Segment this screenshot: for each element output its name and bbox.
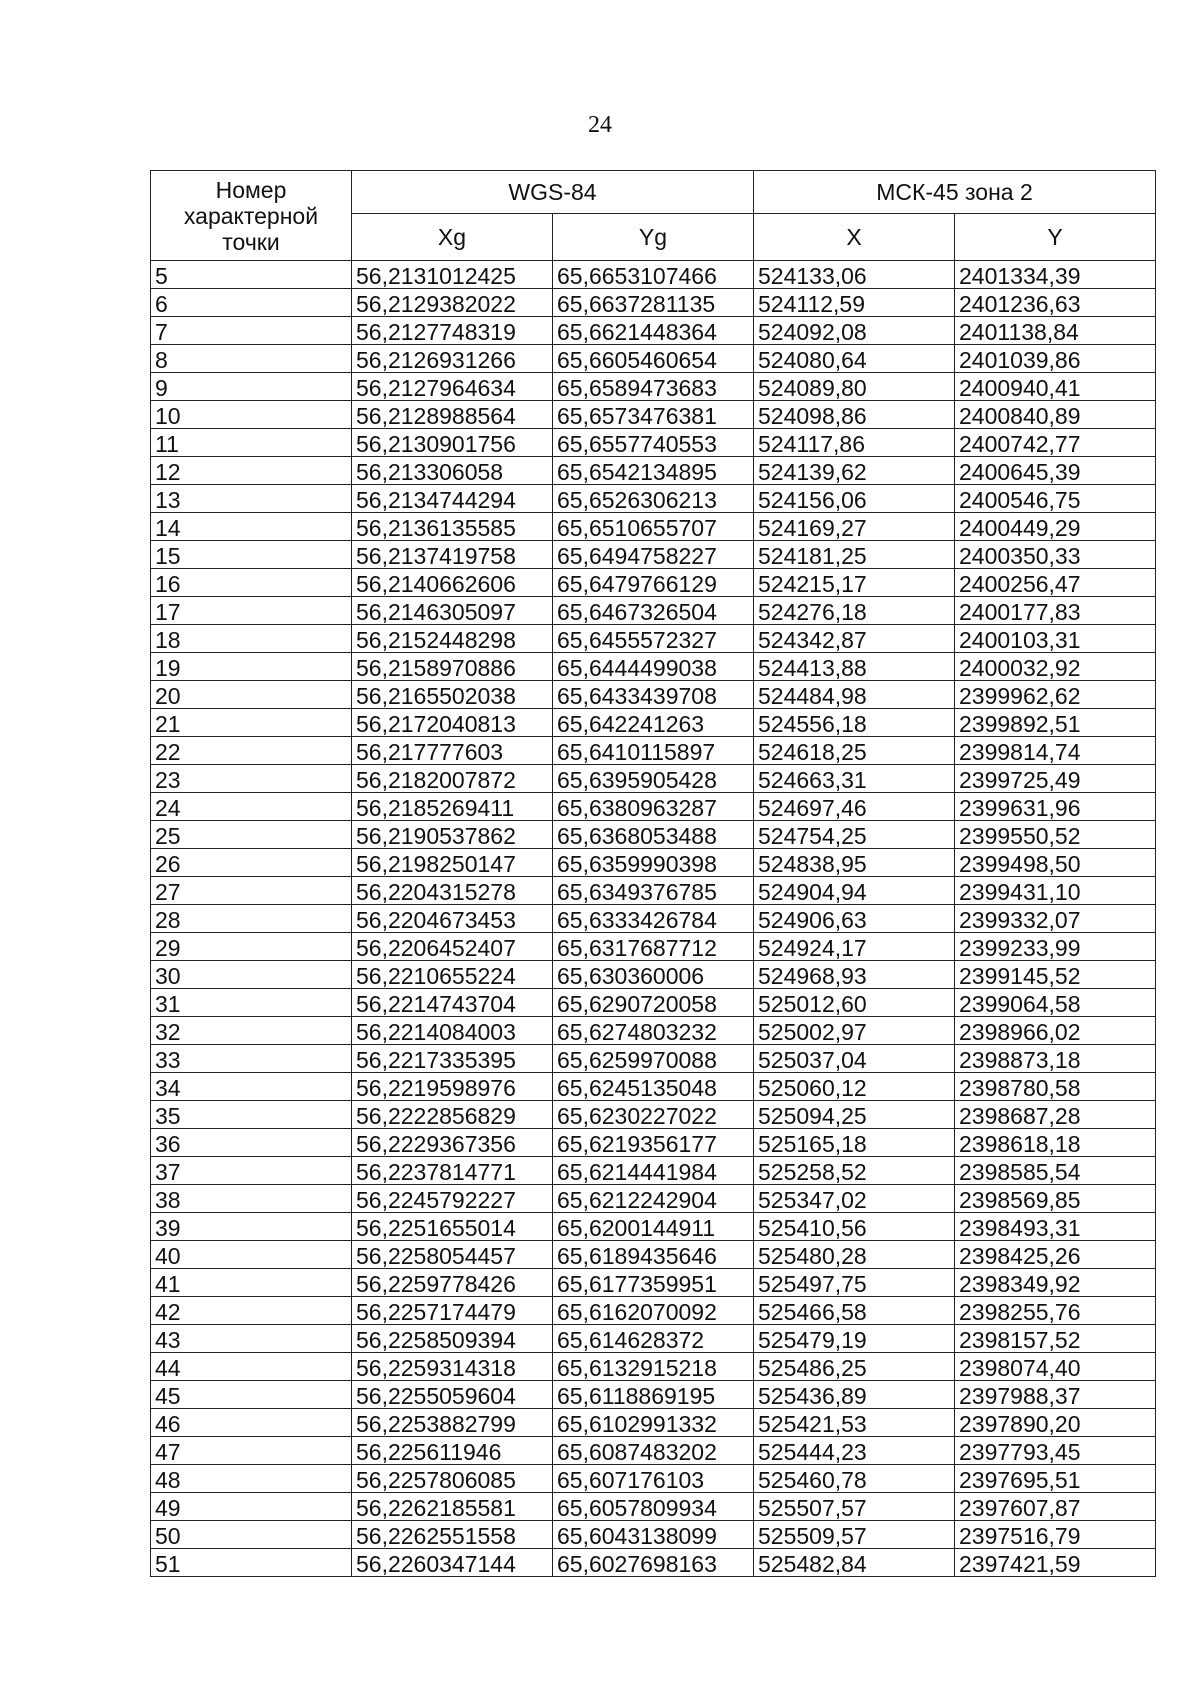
table-row: [151, 849, 1156, 877]
table-row: [151, 1465, 1156, 1493]
cell-x: 524484,98: [754, 681, 955, 709]
cell-point-number: 25: [151, 821, 352, 849]
cell-yg: 65,6410115897: [553, 737, 754, 765]
table-row: [151, 905, 1156, 933]
cell-y: 2400032,92: [955, 653, 1156, 681]
cell-xg: 56,2219598976: [352, 1073, 553, 1101]
table-row: [151, 877, 1156, 905]
cell-y: 2397516,79: [955, 1521, 1156, 1549]
cell-xg: 56,2262185581: [352, 1493, 553, 1521]
cell-yg: 65,6359990398: [553, 849, 754, 877]
cell-xg: 56,2222856829: [352, 1101, 553, 1129]
cell-yg: 65,6368053488: [553, 821, 754, 849]
cell-x: 525094,25: [754, 1101, 955, 1129]
cell-x: 525002,97: [754, 1017, 955, 1045]
table-row: [151, 513, 1156, 541]
cell-yg: 65,6494758227: [553, 541, 754, 569]
cell-yg: 65,6214441984: [553, 1157, 754, 1185]
cell-point-number: 21: [151, 709, 352, 737]
cell-xg: 56,2259778426: [352, 1269, 553, 1297]
cell-xg: 56,2214743704: [352, 989, 553, 1017]
table-row: [151, 597, 1156, 625]
cell-x: 524663,31: [754, 765, 955, 793]
table-row: [151, 1045, 1156, 1073]
cell-yg: 65,6542134895: [553, 457, 754, 485]
cell-point-number: 12: [151, 457, 352, 485]
table-row: [151, 1409, 1156, 1437]
table-row: [151, 793, 1156, 821]
cell-yg: 65,6395905428: [553, 765, 754, 793]
cell-xg: 56,2128988564: [352, 401, 553, 429]
cell-x: 525480,28: [754, 1241, 955, 1269]
cell-xg: 56,2260347144: [352, 1549, 553, 1577]
cell-xg: 56,2190537862: [352, 821, 553, 849]
table-row: [151, 401, 1156, 429]
cell-point-number: 14: [151, 513, 352, 541]
table-row: [151, 1297, 1156, 1325]
cell-x: 524156,06: [754, 485, 955, 513]
cell-y: 2397695,51: [955, 1465, 1156, 1493]
cell-point-number: 46: [151, 1409, 352, 1437]
table-row: [151, 709, 1156, 737]
cell-yg: 65,6043138099: [553, 1521, 754, 1549]
cell-yg: 65,6557740553: [553, 429, 754, 457]
cell-point-number: 23: [151, 765, 352, 793]
cell-point-number: 22: [151, 737, 352, 765]
cell-yg: 65,6573476381: [553, 401, 754, 429]
cell-point-number: 47: [151, 1437, 352, 1465]
cell-point-number: 30: [151, 961, 352, 989]
cell-y: 2399064,58: [955, 989, 1156, 1017]
cell-x: 525479,19: [754, 1325, 955, 1353]
table-row: [151, 1521, 1156, 1549]
cell-point-number: 19: [151, 653, 352, 681]
cell-yg: 65,6444499038: [553, 653, 754, 681]
header-col-x: X: [754, 214, 955, 261]
cell-y: 2400546,75: [955, 485, 1156, 513]
cell-y: 2399233,99: [955, 933, 1156, 961]
cell-y: 2398074,40: [955, 1353, 1156, 1381]
cell-xg: 56,2165502038: [352, 681, 553, 709]
cell-point-number: 27: [151, 877, 352, 905]
cell-xg: 56,2257174479: [352, 1297, 553, 1325]
cell-point-number: 28: [151, 905, 352, 933]
cell-xg: 56,2206452407: [352, 933, 553, 961]
cell-x: 525507,57: [754, 1493, 955, 1521]
cell-y: 2399332,07: [955, 905, 1156, 933]
cell-xg: 56,2259314318: [352, 1353, 553, 1381]
cell-xg: 56,2255059604: [352, 1381, 553, 1409]
cell-y: 2398157,52: [955, 1325, 1156, 1353]
table-row: [151, 1213, 1156, 1241]
cell-point-number: 34: [151, 1073, 352, 1101]
cell-point-number: 41: [151, 1269, 352, 1297]
cell-point-number: 49: [151, 1493, 352, 1521]
cell-y: 2401236,63: [955, 289, 1156, 317]
table-header-row-groups: [151, 171, 1156, 214]
cell-x: 524169,27: [754, 513, 955, 541]
cell-y: 2398349,92: [955, 1269, 1156, 1297]
cell-x: 524080,64: [754, 345, 955, 373]
cell-x: 524556,18: [754, 709, 955, 737]
cell-point-number: 9: [151, 373, 352, 401]
table-row: [151, 1073, 1156, 1101]
cell-point-number: 13: [151, 485, 352, 513]
header-col-y: Y: [955, 214, 1156, 261]
cell-yg: 65,6087483202: [553, 1437, 754, 1465]
cell-x: 524139,62: [754, 457, 955, 485]
cell-yg: 65,6605460654: [553, 345, 754, 373]
cell-y: 2400449,29: [955, 513, 1156, 541]
cell-yg: 65,6653107466: [553, 261, 754, 289]
cell-yg: 65,6349376785: [553, 877, 754, 905]
cell-xg: 56,2217335395: [352, 1045, 553, 1073]
cell-y: 2398569,85: [955, 1185, 1156, 1213]
coordinates-table: [150, 170, 1156, 1577]
cell-y: 2401039,86: [955, 345, 1156, 373]
cell-xg: 56,2251655014: [352, 1213, 553, 1241]
cell-y: 2397793,45: [955, 1437, 1156, 1465]
cell-y: 2400256,47: [955, 569, 1156, 597]
cell-yg: 65,6510655707: [553, 513, 754, 541]
cell-x: 525486,25: [754, 1353, 955, 1381]
cell-point-number: 48: [151, 1465, 352, 1493]
cell-xg: 56,2204673453: [352, 905, 553, 933]
table-row: [151, 1493, 1156, 1521]
cell-xg: 56,2262551558: [352, 1521, 553, 1549]
table-row: [151, 1101, 1156, 1129]
cell-xg: 56,217777603: [352, 737, 553, 765]
cell-y: 2399431,10: [955, 877, 1156, 905]
cell-x: 524112,59: [754, 289, 955, 317]
cell-point-number: 45: [151, 1381, 352, 1409]
table-row: [151, 429, 1156, 457]
cell-xg: 56,2182007872: [352, 765, 553, 793]
cell-x: 525497,75: [754, 1269, 955, 1297]
table-row: [151, 1157, 1156, 1185]
cell-x: 524968,93: [754, 961, 955, 989]
cell-y: 2398873,18: [955, 1045, 1156, 1073]
cell-x: 524697,46: [754, 793, 955, 821]
cell-x: 525436,89: [754, 1381, 955, 1409]
cell-point-number: 24: [151, 793, 352, 821]
cell-point-number: 17: [151, 597, 352, 625]
table-row: [151, 1269, 1156, 1297]
cell-point-number: 6: [151, 289, 352, 317]
cell-x: 524838,95: [754, 849, 955, 877]
cell-point-number: 15: [151, 541, 352, 569]
cell-xg: 56,2126931266: [352, 345, 553, 373]
cell-point-number: 35: [151, 1101, 352, 1129]
table-row: [151, 289, 1156, 317]
cell-yg: 65,6333426784: [553, 905, 754, 933]
cell-x: 524904,94: [754, 877, 955, 905]
cell-y: 2400350,33: [955, 541, 1156, 569]
cell-y: 2398585,54: [955, 1157, 1156, 1185]
cell-point-number: 39: [151, 1213, 352, 1241]
cell-xg: 56,2129382022: [352, 289, 553, 317]
table-row: [151, 1549, 1156, 1577]
cell-yg: 65,6259970088: [553, 1045, 754, 1073]
cell-yg: 65,6467326504: [553, 597, 754, 625]
cell-yg: 65,614628372: [553, 1325, 754, 1353]
cell-y: 2399498,50: [955, 849, 1156, 877]
cell-xg: 56,2172040813: [352, 709, 553, 737]
cell-point-number: 29: [151, 933, 352, 961]
header-col-xg: Xg: [352, 214, 553, 261]
cell-y: 2400177,83: [955, 597, 1156, 625]
table-row: [151, 569, 1156, 597]
cell-yg: 65,6637281135: [553, 289, 754, 317]
cell-point-number: 7: [151, 317, 352, 345]
table-row: [151, 681, 1156, 709]
cell-x: 525460,78: [754, 1465, 955, 1493]
cell-point-number: 37: [151, 1157, 352, 1185]
cell-yg: 65,630360006: [553, 961, 754, 989]
cell-x: 524215,17: [754, 569, 955, 597]
cell-yg: 65,6057809934: [553, 1493, 754, 1521]
table-row: [151, 1325, 1156, 1353]
cell-point-number: 38: [151, 1185, 352, 1213]
cell-xg: 56,2258054457: [352, 1241, 553, 1269]
cell-x: 524413,88: [754, 653, 955, 681]
cell-y: 2399145,52: [955, 961, 1156, 989]
cell-y: 2398255,76: [955, 1297, 1156, 1325]
cell-xg: 56,2136135585: [352, 513, 553, 541]
cell-xg: 56,2204315278: [352, 877, 553, 905]
cell-yg: 65,6479766129: [553, 569, 754, 597]
cell-xg: 56,2134744294: [352, 485, 553, 513]
cell-x: 524092,08: [754, 317, 955, 345]
cell-point-number: 50: [151, 1521, 352, 1549]
cell-x: 524117,86: [754, 429, 955, 457]
cell-xg: 56,2140662606: [352, 569, 553, 597]
cell-y: 2398493,31: [955, 1213, 1156, 1241]
cell-xg: 56,213306058: [352, 457, 553, 485]
cell-x: 525421,53: [754, 1409, 955, 1437]
cell-yg: 65,6245135048: [553, 1073, 754, 1101]
table-row: [151, 989, 1156, 1017]
cell-y: 2398618,18: [955, 1129, 1156, 1157]
cell-point-number: 51: [151, 1549, 352, 1577]
cell-y: 2398780,58: [955, 1073, 1156, 1101]
cell-yg: 65,6230227022: [553, 1101, 754, 1129]
cell-point-number: 20: [151, 681, 352, 709]
cell-xg: 56,2152448298: [352, 625, 553, 653]
header-point-line: Номер: [215, 176, 287, 203]
table-row: [151, 317, 1156, 345]
cell-x: 524098,86: [754, 401, 955, 429]
cell-x: 525466,58: [754, 1297, 955, 1325]
cell-xg: 56,2229367356: [352, 1129, 553, 1157]
cell-x: 525444,23: [754, 1437, 955, 1465]
table-row: [151, 821, 1156, 849]
table-row: [151, 541, 1156, 569]
cell-xg: 56,2127748319: [352, 317, 553, 345]
cell-point-number: 16: [151, 569, 352, 597]
table-row: [151, 485, 1156, 513]
cell-x: 525347,02: [754, 1185, 955, 1213]
cell-y: 2400840,89: [955, 401, 1156, 429]
cell-point-number: 5: [151, 261, 352, 289]
cell-y: 2399550,52: [955, 821, 1156, 849]
cell-y: 2398425,26: [955, 1241, 1156, 1269]
table-row: [151, 961, 1156, 989]
cell-yg: 65,6274803232: [553, 1017, 754, 1045]
cell-yg: 65,6177359951: [553, 1269, 754, 1297]
cell-point-number: 42: [151, 1297, 352, 1325]
cell-x: 524342,87: [754, 625, 955, 653]
cell-y: 2401138,84: [955, 317, 1156, 345]
cell-y: 2400940,41: [955, 373, 1156, 401]
cell-x: 525258,52: [754, 1157, 955, 1185]
cell-yg: 65,6380963287: [553, 793, 754, 821]
cell-xg: 56,2210655224: [352, 961, 553, 989]
cell-y: 2399725,49: [955, 765, 1156, 793]
cell-x: 525482,84: [754, 1549, 955, 1577]
cell-xg: 56,2258509394: [352, 1325, 553, 1353]
table-row: [151, 933, 1156, 961]
cell-y: 2401334,39: [955, 261, 1156, 289]
cell-y: 2400103,31: [955, 625, 1156, 653]
cell-x: 524133,06: [754, 261, 955, 289]
cell-point-number: 31: [151, 989, 352, 1017]
header-col-yg: Yg: [553, 214, 754, 261]
cell-yg: 65,6455572327: [553, 625, 754, 653]
cell-xg: 56,2257806085: [352, 1465, 553, 1493]
cell-point-number: 26: [151, 849, 352, 877]
header-point-number: [151, 171, 352, 261]
cell-point-number: 43: [151, 1325, 352, 1353]
header-group-msk45: МСК-45 зона 2: [754, 171, 1156, 214]
cell-x: 525037,04: [754, 1045, 955, 1073]
cell-yg: 65,6526306213: [553, 485, 754, 513]
table-body: [151, 261, 1156, 1577]
cell-point-number: 32: [151, 1017, 352, 1045]
cell-x: 524181,25: [754, 541, 955, 569]
cell-x: 524924,17: [754, 933, 955, 961]
cell-y: 2399892,51: [955, 709, 1156, 737]
cell-yg: 65,6027698163: [553, 1549, 754, 1577]
cell-xg: 56,2158970886: [352, 653, 553, 681]
cell-xg: 56,2185269411: [352, 793, 553, 821]
cell-yg: 65,6589473683: [553, 373, 754, 401]
cell-yg: 65,6102991332: [553, 1409, 754, 1437]
cell-yg: 65,6200144911: [553, 1213, 754, 1241]
cell-xg: 56,2146305097: [352, 597, 553, 625]
cell-x: 524089,80: [754, 373, 955, 401]
cell-y: 2397988,37: [955, 1381, 1156, 1409]
table-row: [151, 737, 1156, 765]
cell-y: 2400742,77: [955, 429, 1156, 457]
cell-xg: 56,2130901756: [352, 429, 553, 457]
cell-yg: 65,6132915218: [553, 1353, 754, 1381]
table-row: [151, 457, 1156, 485]
table-row: [151, 765, 1156, 793]
cell-xg: 56,2137419758: [352, 541, 553, 569]
table-row: [151, 653, 1156, 681]
cell-x: 525509,57: [754, 1521, 955, 1549]
cell-xg: 56,2198250147: [352, 849, 553, 877]
cell-point-number: 11: [151, 429, 352, 457]
cell-y: 2400645,39: [955, 457, 1156, 485]
cell-xg: 56,2127964634: [352, 373, 553, 401]
cell-x: 525165,18: [754, 1129, 955, 1157]
cell-xg: 56,2245792227: [352, 1185, 553, 1213]
table-row: [151, 1185, 1156, 1213]
cell-y: 2398966,02: [955, 1017, 1156, 1045]
table-row: [151, 625, 1156, 653]
cell-point-number: 36: [151, 1129, 352, 1157]
table-row: [151, 1241, 1156, 1269]
cell-x: 524618,25: [754, 737, 955, 765]
cell-xg: 56,2237814771: [352, 1157, 553, 1185]
table-row: [151, 1017, 1156, 1045]
cell-y: 2399631,96: [955, 793, 1156, 821]
page-number: 24: [588, 112, 612, 138]
cell-y: 2398687,28: [955, 1101, 1156, 1129]
cell-point-number: 44: [151, 1353, 352, 1381]
cell-yg: 65,6433439708: [553, 681, 754, 709]
cell-yg: 65,607176103: [553, 1465, 754, 1493]
cell-yg: 65,6290720058: [553, 989, 754, 1017]
cell-xg: 56,2214084003: [352, 1017, 553, 1045]
header-group-wgs84: WGS-84: [352, 171, 754, 214]
cell-yg: 65,6118869195: [553, 1381, 754, 1409]
cell-xg: 56,225611946: [352, 1437, 553, 1465]
cell-y: 2397607,87: [955, 1493, 1156, 1521]
table-row: [151, 261, 1156, 289]
header-point-line: точки: [222, 228, 280, 255]
cell-point-number: 33: [151, 1045, 352, 1073]
cell-point-number: 10: [151, 401, 352, 429]
cell-yg: 65,6212242904: [553, 1185, 754, 1213]
cell-x: 524754,25: [754, 821, 955, 849]
table-row: [151, 1437, 1156, 1465]
cell-yg: 65,6189435646: [553, 1241, 754, 1269]
cell-yg: 65,6219356177: [553, 1129, 754, 1157]
cell-yg: 65,6621448364: [553, 317, 754, 345]
table-row: [151, 345, 1156, 373]
cell-y: 2397890,20: [955, 1409, 1156, 1437]
table-row: [151, 1353, 1156, 1381]
cell-y: 2397421,59: [955, 1549, 1156, 1577]
cell-xg: 56,2131012425: [352, 261, 553, 289]
table-row: [151, 1381, 1156, 1409]
cell-y: 2399814,74: [955, 737, 1156, 765]
header-point-line: характерной: [183, 202, 319, 229]
cell-point-number: 40: [151, 1241, 352, 1269]
cell-yg: 65,6162070092: [553, 1297, 754, 1325]
table-row: [151, 373, 1156, 401]
cell-x: 525060,12: [754, 1073, 955, 1101]
cell-point-number: 18: [151, 625, 352, 653]
table-row: [151, 1129, 1156, 1157]
cell-xg: 56,2253882799: [352, 1409, 553, 1437]
cell-x: 524276,18: [754, 597, 955, 625]
cell-point-number: 8: [151, 345, 352, 373]
cell-x: 525410,56: [754, 1213, 955, 1241]
cell-y: 2399962,62: [955, 681, 1156, 709]
cell-x: 525012,60: [754, 989, 955, 1017]
cell-yg: 65,642241263: [553, 709, 754, 737]
cell-x: 524906,63: [754, 905, 955, 933]
cell-yg: 65,6317687712: [553, 933, 754, 961]
